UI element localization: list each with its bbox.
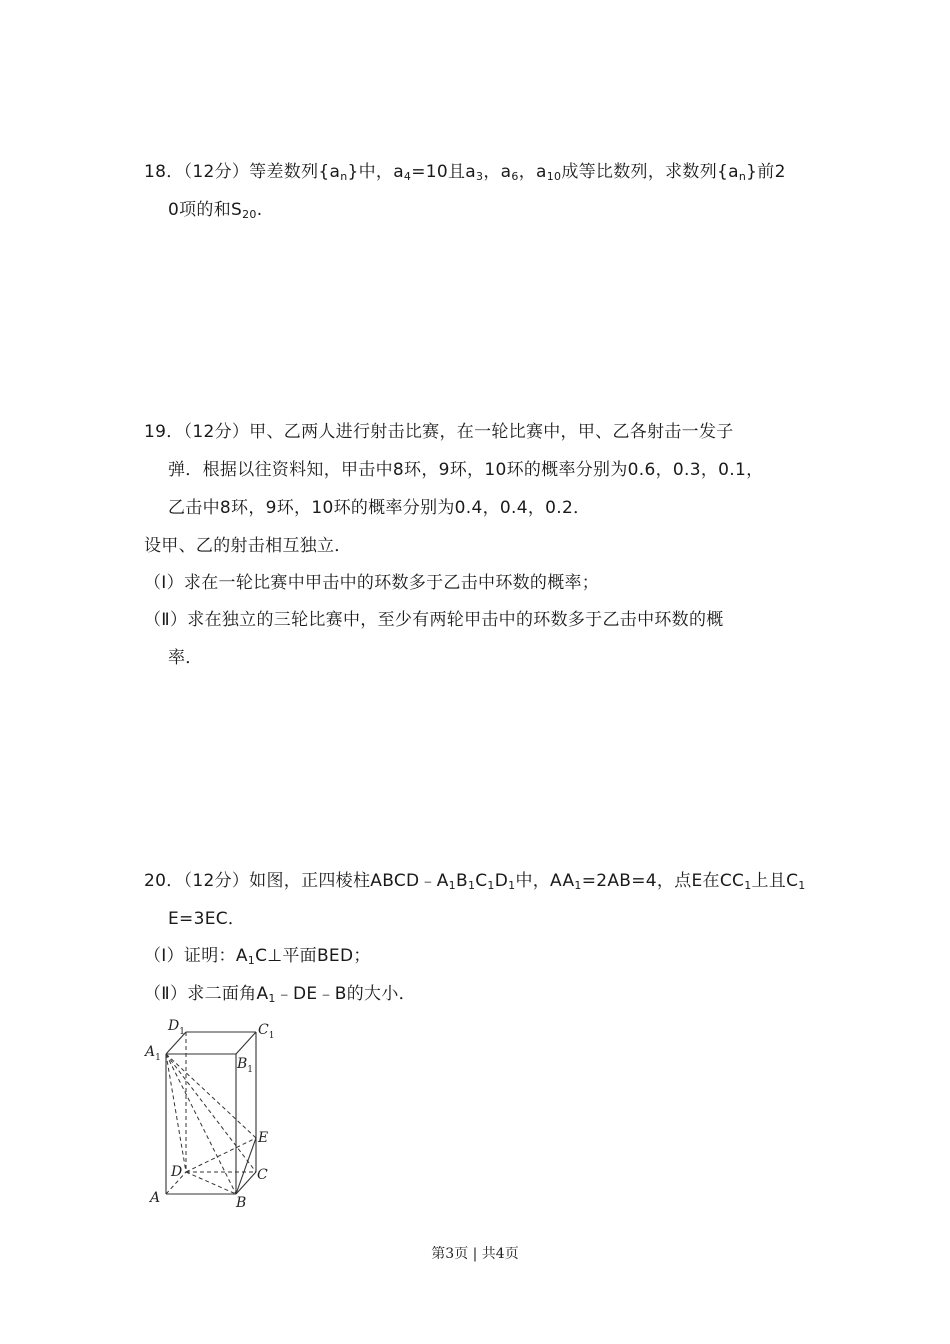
q19-line2: 弹．根据以往资料知，甲击中8环，9环，10环的概率分别为0.6，0.3，0.1， [168,460,764,480]
label-C1: $C_1$ [258,1022,275,1041]
label-C: C [257,1167,268,1183]
prism-figure [138,1012,288,1212]
label-D: D [171,1164,183,1180]
label-B: B [236,1195,247,1211]
hidden-DB [186,1172,236,1194]
label-A1: $A_1$ [145,1044,161,1063]
q19-line3: 乙击中8环，9环，10环的概率分别为0.4，0.4，0.2． [168,498,591,518]
q20-line2: E=3EC． [168,909,246,929]
q20-part2: （Ⅱ）求二面角$A_1﹣DE﹣B$的大小． [144,984,416,1005]
edge-C1B1 [236,1032,256,1054]
q19-part2b: 率． [168,648,203,668]
hidden-A1D [166,1054,186,1172]
q18-line1: 18．（12分）等差数列$\{a_n\}$中，$a_4=10$且$a_3$，$a_6$，$a_{10}$成等比数列，求数列$\{a_n\}$前2 [144,162,786,183]
edge-BC [236,1172,256,1194]
page-footer: 第3页 | 共4页 [431,1246,519,1262]
q19-part1: （Ⅰ）求在一轮比赛中甲击中的环数多于乙击中环数的概率； [144,573,600,593]
q20-part1: （Ⅰ）证明：$A_1C\perp$平面BED； [144,946,371,967]
q19-line1: 19．（12分）甲、乙两人进行射击比赛，在一轮比赛中，甲、乙各射击一发子 [144,422,734,442]
q20-line1: 20．（12分）如图，正四棱柱$ABCD﹣A_1B_1C_1D_1$中，$AA_1=2AB=4$，点E在$CC_1$上且$C_1$ [144,871,806,892]
q18-line2: 0项的和$S_{20}$. [168,200,263,221]
q19-line4: 设甲、乙的射击相互独立． [144,536,352,556]
q19-part2a: （Ⅱ）求在独立的三轮比赛中，至少有两轮甲击中的环数多于乙击中环数的概 [144,610,724,630]
label-E: E [258,1130,269,1146]
label-D1: $D_1$ [168,1018,185,1037]
label-B1: $B_1$ [237,1056,254,1075]
label-A: A [150,1190,161,1206]
